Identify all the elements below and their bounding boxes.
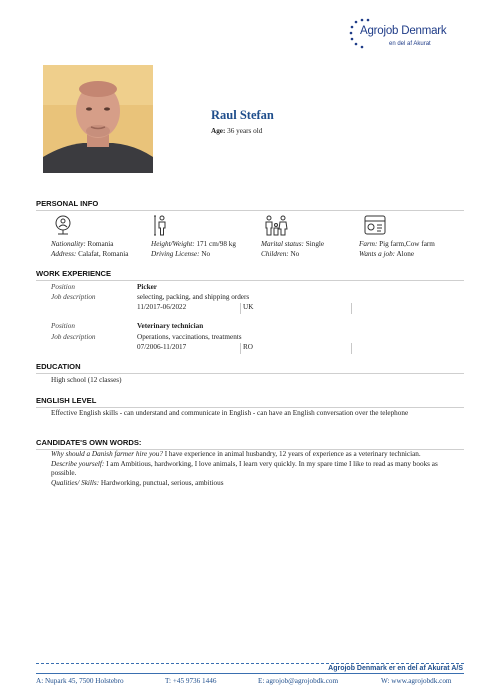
candidate-photo	[43, 65, 153, 173]
section-english-level: ENGLISH LEVEL	[36, 396, 97, 405]
why-hire-text: I have experience in animal husbandry, 12 years of experience as a veterinary technician.	[164, 450, 421, 458]
farm-label: Farm:	[359, 240, 378, 248]
work-period: 07/2006-11/2017	[137, 343, 187, 351]
personal-col-3	[261, 240, 324, 259]
wants-job-label: Wants a job:	[359, 249, 396, 258]
qualities-label: Qualities/ Skills:	[51, 478, 100, 487]
position-value: Picker	[137, 283, 157, 291]
footer-address: A: Nupark 45, 7500 Holstebro	[36, 677, 124, 685]
work-period: 11/2017-06/2022	[137, 303, 187, 311]
logo-brand-text: Agrojob Denmark	[360, 25, 447, 37]
footer-website[interactable]: W: www.agrojobdk.com	[381, 677, 452, 685]
farm-value: Pig farm,Cow farm	[379, 240, 435, 248]
position-label: Position	[51, 322, 75, 330]
footer-rule	[36, 673, 464, 674]
column-separator	[351, 303, 352, 314]
section-divider	[36, 210, 464, 211]
nationality-label: Nationality:	[51, 240, 86, 248]
children-value: No	[290, 249, 300, 258]
job-description-label: Job description	[51, 333, 96, 341]
personal-col-2	[151, 240, 236, 259]
footer-phone[interactable]: T: +45 9736 1446	[165, 677, 217, 685]
logo-sub-text: en del af Akurat	[389, 41, 431, 47]
footer-brand: Agrojob Denmark er en del af Akurat A/S	[328, 665, 463, 672]
children-label: Children:	[261, 249, 289, 258]
address-value: Calafat, Romania	[78, 249, 129, 258]
personal-col-4	[359, 240, 435, 259]
work-country: RO	[243, 343, 253, 351]
footer-email[interactable]: E: agrojob@agrojobdk.com	[258, 677, 339, 685]
describe-yourself-text: I am Ambitious, hardworking, I love animals, I learn very quickly. In my spare time I like to read as many books as possible.	[51, 459, 438, 478]
position-value: Veterinary technician	[137, 322, 204, 330]
column-separator	[351, 343, 352, 354]
globe-person-icon	[53, 214, 73, 236]
column-separator	[240, 343, 241, 354]
english-level-text: Effective English skills - can understand and communicate in English - can have an English conversation over the telephone	[51, 409, 409, 417]
section-own-words: CANDIDATE'S OWN WORDS:	[36, 438, 142, 447]
job-description-label: Job description	[51, 293, 96, 301]
age-value: 36 years old	[227, 127, 263, 135]
describe-yourself-label: Describe yourself:	[51, 459, 105, 468]
footer-divider	[36, 663, 464, 664]
address-label: Address:	[51, 249, 77, 258]
personal-col-1	[51, 240, 128, 259]
height-weight-value: 171 cm/98 kg	[196, 240, 236, 248]
section-personal-info: PERSONAL INFO	[36, 199, 99, 208]
section-divider	[36, 373, 464, 374]
driving-license-label: Driving License:	[151, 249, 200, 258]
section-divider	[36, 407, 464, 408]
farm-job-icon	[363, 214, 387, 236]
section-education: EDUCATION	[36, 362, 81, 371]
age-label: Age:	[211, 127, 226, 135]
agrojob-logo	[345, 16, 463, 52]
marital-status-label: Marital status:	[261, 240, 304, 248]
section-divider	[36, 280, 464, 281]
work-country: UK	[243, 303, 254, 311]
job-description-value: Operations, vaccinations, treatments	[137, 333, 242, 341]
height-weight-label: Height/Weight:	[151, 240, 195, 248]
nationality-value: Romania	[87, 240, 114, 248]
why-hire-label: Why should a Danish farmer hire you?	[51, 450, 163, 458]
candidate-age	[211, 127, 262, 135]
family-icon	[263, 214, 289, 236]
job-description-value: selecting, packing, and shipping orders	[137, 293, 250, 301]
candidate-name: Raul Stefan	[211, 108, 274, 122]
own-words-block	[51, 450, 463, 488]
driving-license-value: No	[201, 249, 211, 258]
section-work-experience: WORK EXPERIENCE	[36, 269, 112, 278]
marital-status-value: Single	[305, 240, 325, 248]
column-separator	[240, 303, 241, 314]
position-label: Position	[51, 283, 75, 291]
person-height-icon	[152, 214, 172, 236]
wants-job-value: Alone	[396, 249, 415, 258]
education-text: High school (12 classes)	[51, 376, 122, 384]
qualities-text: Hardworking, punctual, serious, ambitious	[100, 478, 224, 487]
